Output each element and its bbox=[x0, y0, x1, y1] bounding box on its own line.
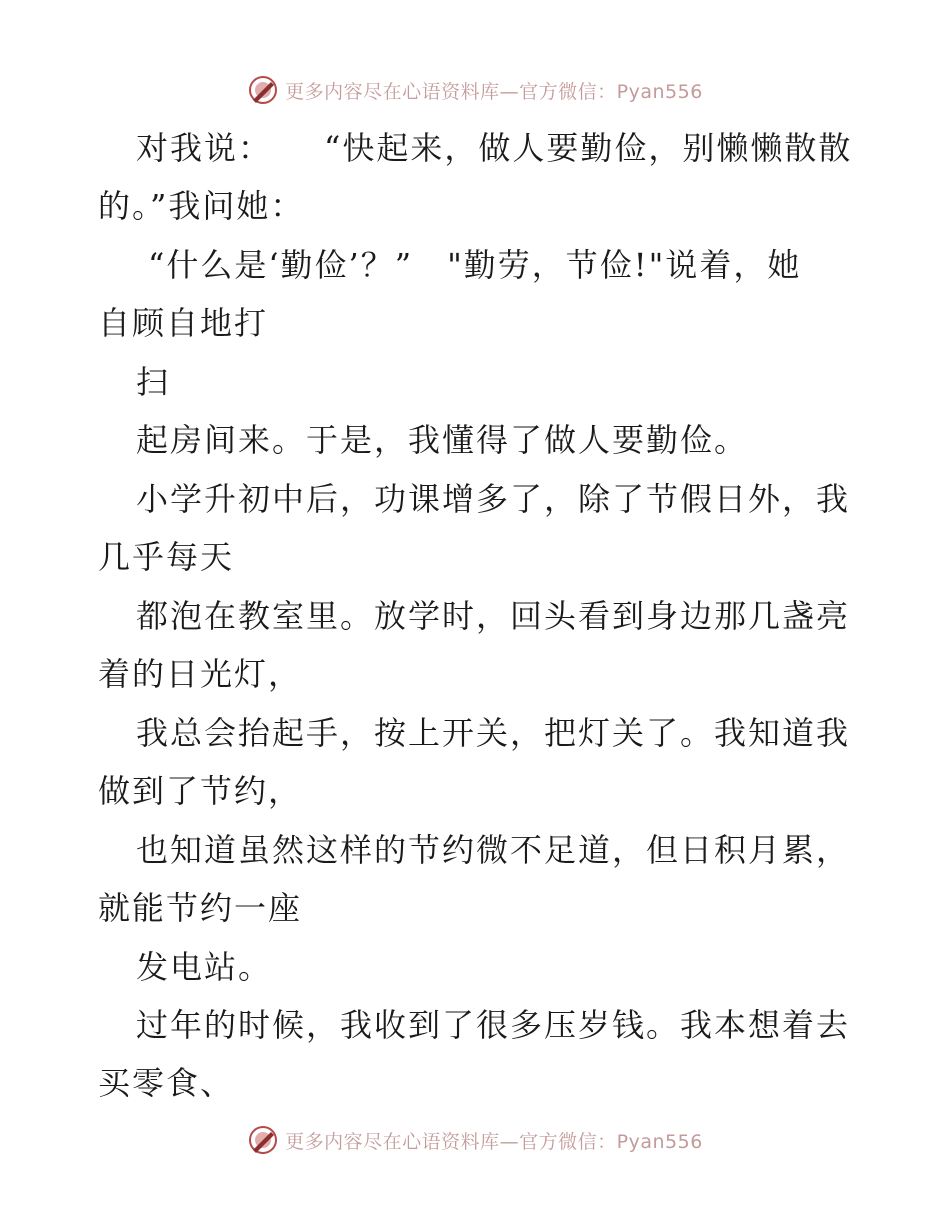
text-line: 做到了节约， bbox=[98, 772, 303, 810]
header-watermark bbox=[0, 70, 950, 110]
text-line: 买零食、 bbox=[98, 1064, 235, 1102]
text-line: 过年的时候，我收到了很多压岁钱。我本想着去 bbox=[136, 1006, 851, 1044]
pen-seal-icon bbox=[247, 74, 279, 106]
pen-seal-icon bbox=[247, 1124, 279, 1156]
text-line: 扫 bbox=[136, 363, 171, 401]
text-line: 也知道虽然这样的节约微不足道，但日积月累， bbox=[136, 831, 851, 869]
text-line: 就能节约一座 bbox=[98, 889, 303, 927]
text-line: 起房间来。于是，我懂得了做人要勤俭。 bbox=[136, 421, 749, 459]
text-line: 都泡在教室里。放学时，回头看到身边那几盏亮 bbox=[136, 597, 851, 635]
footer-watermark bbox=[0, 1120, 950, 1160]
text-line: 小学升初中后，功课增多了，除了节假日外，我 bbox=[136, 480, 851, 518]
watermark-text: 更多内容尽在心语资料库—官方微信：Pyan556 bbox=[285, 80, 703, 103]
text-line: “什么是‘勤俭’？” "勤劳，节俭!"说着，她 bbox=[148, 246, 802, 284]
watermark-text: 更多内容尽在心语资料库—官方微信：Pyan556 bbox=[285, 1130, 703, 1153]
text-line: 发电站。 bbox=[136, 948, 273, 986]
text-line: 着的日光灯， bbox=[98, 655, 303, 693]
text-line: 自顾自地打 bbox=[98, 304, 269, 342]
text-line: 对我说： “快起来，做人要勤俭，别懒懒散散 bbox=[136, 129, 853, 167]
text-line: 我总会抬起手，按上开关，把灯关了。我知道我 bbox=[136, 714, 851, 752]
text-line: 几乎每天 bbox=[98, 538, 235, 576]
text-line: 的。”我问她： bbox=[98, 187, 305, 225]
